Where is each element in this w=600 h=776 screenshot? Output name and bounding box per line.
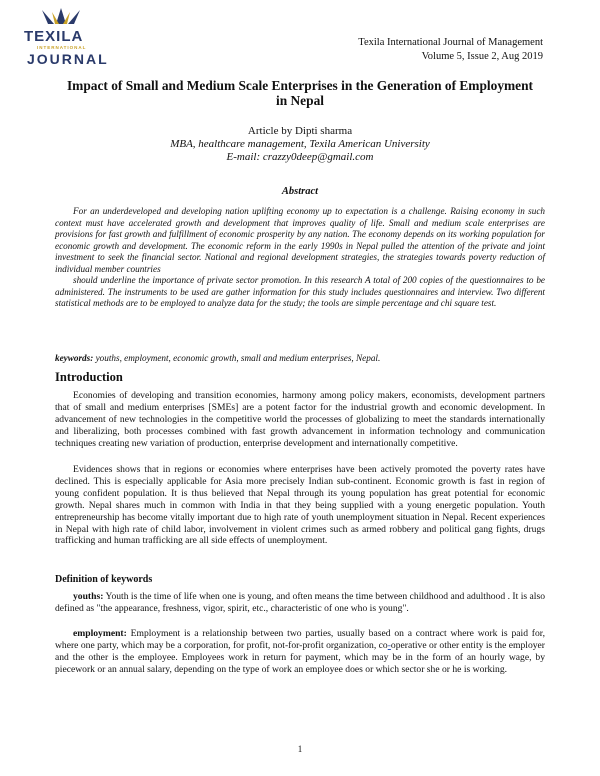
abstract-heading: Abstract: [281, 186, 319, 197]
term-youths: youths:: [73, 591, 104, 602]
logo-line-3: JOURNAL: [27, 51, 109, 67]
author-block: [60, 125, 540, 164]
definition-employment: [55, 628, 545, 676]
keywords-label: keywords:: [55, 353, 94, 363]
definition-text: Employment is a relationship between two parties, usually based on a contract where work is paid for, where one party, which may be a corporation, for profit, not-for-profit organization, co: [55, 628, 545, 651]
byline: Article by Dipti sharma: [247, 125, 353, 137]
abstract-paragraph-2: should underline the importance of private sector promotion. In this research A total of 200 copies of the questionnaires to be administered. The instruments to be used are gather information for this study includes questionnaires and interview. Two different statistical methods are to be employed to analyze data for the study; the tools are simple percentage and chi square test.: [55, 275, 545, 308]
journal-logo: [22, 8, 109, 70]
paragraph-text: Economies of developing and transition economies, harmony among policy makers, economists, development partners that of small and medium enterprises [SMEs] are a potent factor for the industrial growth and economic development. In advancement of new technologies in the competitive world the processes of globalizing to meet the standards internationally and liberalizing, both processes combined with fast growth advancement in information technology and communication techniques creating new variation of production, enterprise development and internationally competitive.: [55, 390, 545, 449]
logo-line-1: TEXILA: [24, 28, 84, 45]
author-email: E-mail: crazzy0deep@gmail.com: [226, 151, 374, 163]
affiliation: MBA, healthcare management, Texila American University: [170, 138, 430, 150]
journal-header: [358, 36, 543, 64]
page-number: 1: [297, 744, 303, 754]
journal-issue: Volume 5, Issue 2, Aug 2019: [421, 51, 543, 62]
definitions-heading: Definition of keywords: [55, 574, 153, 585]
abstract-paragraph-1: For an underdeveloped and developing nation uplifting economy up to expectation is a challenge. Raising economy in such context must have accelerated growth and development that improves quality of life. Small and medium scale enterprises are provisions for fast growth and fulfillment of economic prosperity by any nation. The economy depends on its working population for economic growth and development. The economic reform in the early 1990s in Nepal pulled the attention of the private and joint investment to seek the financial sector. National and regional development strategies, the strategies towards poverty reduction of individual member countries: [55, 206, 545, 274]
introduction-paragraph-2: [55, 464, 545, 547]
introduction-paragraph-1: [55, 390, 545, 450]
definition-youths: [55, 591, 545, 615]
definition-text-continued: operative or other entity is the employer and the other is the employee. Employees work in return for payment, which may be in the form of an hourly wage, by piecework or an annual salary, depending on the type of work an employee does or which sector she or he is working.: [55, 639, 545, 675]
paragraph-text: Evidences shows that in regions or economies where enterprises have been actively promoted the poverty rates have declined. This is especially applicable for Asia more precisely Indian sub-continent. Economic growth is fast in region of young confident population. It is thus believed that Nepal through its young population has great potential for economic growth. Nepal shares much in common with India in that they being supplied with a young energetic population. Youth entrepreneurship has become vitally important due to high rate of youth unemployment situation in Nepal. Recent experiences in Nepal with high rate of child labor, involvement in violent crimes such as armed robbery and political gang fights, drugs trafficking and human trafficking are all side effects of unemployment.: [55, 464, 545, 547]
introduction-heading: Introduction: [55, 370, 123, 384]
definition-text: Youth is the time of life when one is young, and often means the time between childhood and adulthood . It is also defined as "the appearance, freshness, vigor, spirit, etc., characteristic of one who is young".: [55, 591, 545, 614]
keywords-text: youths, employment, economic growth, small and medium enterprises, Nepal.: [93, 353, 381, 363]
abstract: [55, 206, 545, 310]
term-employment: employment:: [73, 628, 127, 639]
journal-name: Texila International Journal of Management: [358, 37, 543, 48]
logo-line-2: INTERNATIONAL: [37, 45, 87, 50]
hyphen-link[interactable]: -: [387, 639, 391, 651]
article-title: Impact of Small and Medium Scale Enterprises in the Generation of Employment in Nepal: [66, 78, 534, 108]
keywords: [55, 353, 545, 363]
